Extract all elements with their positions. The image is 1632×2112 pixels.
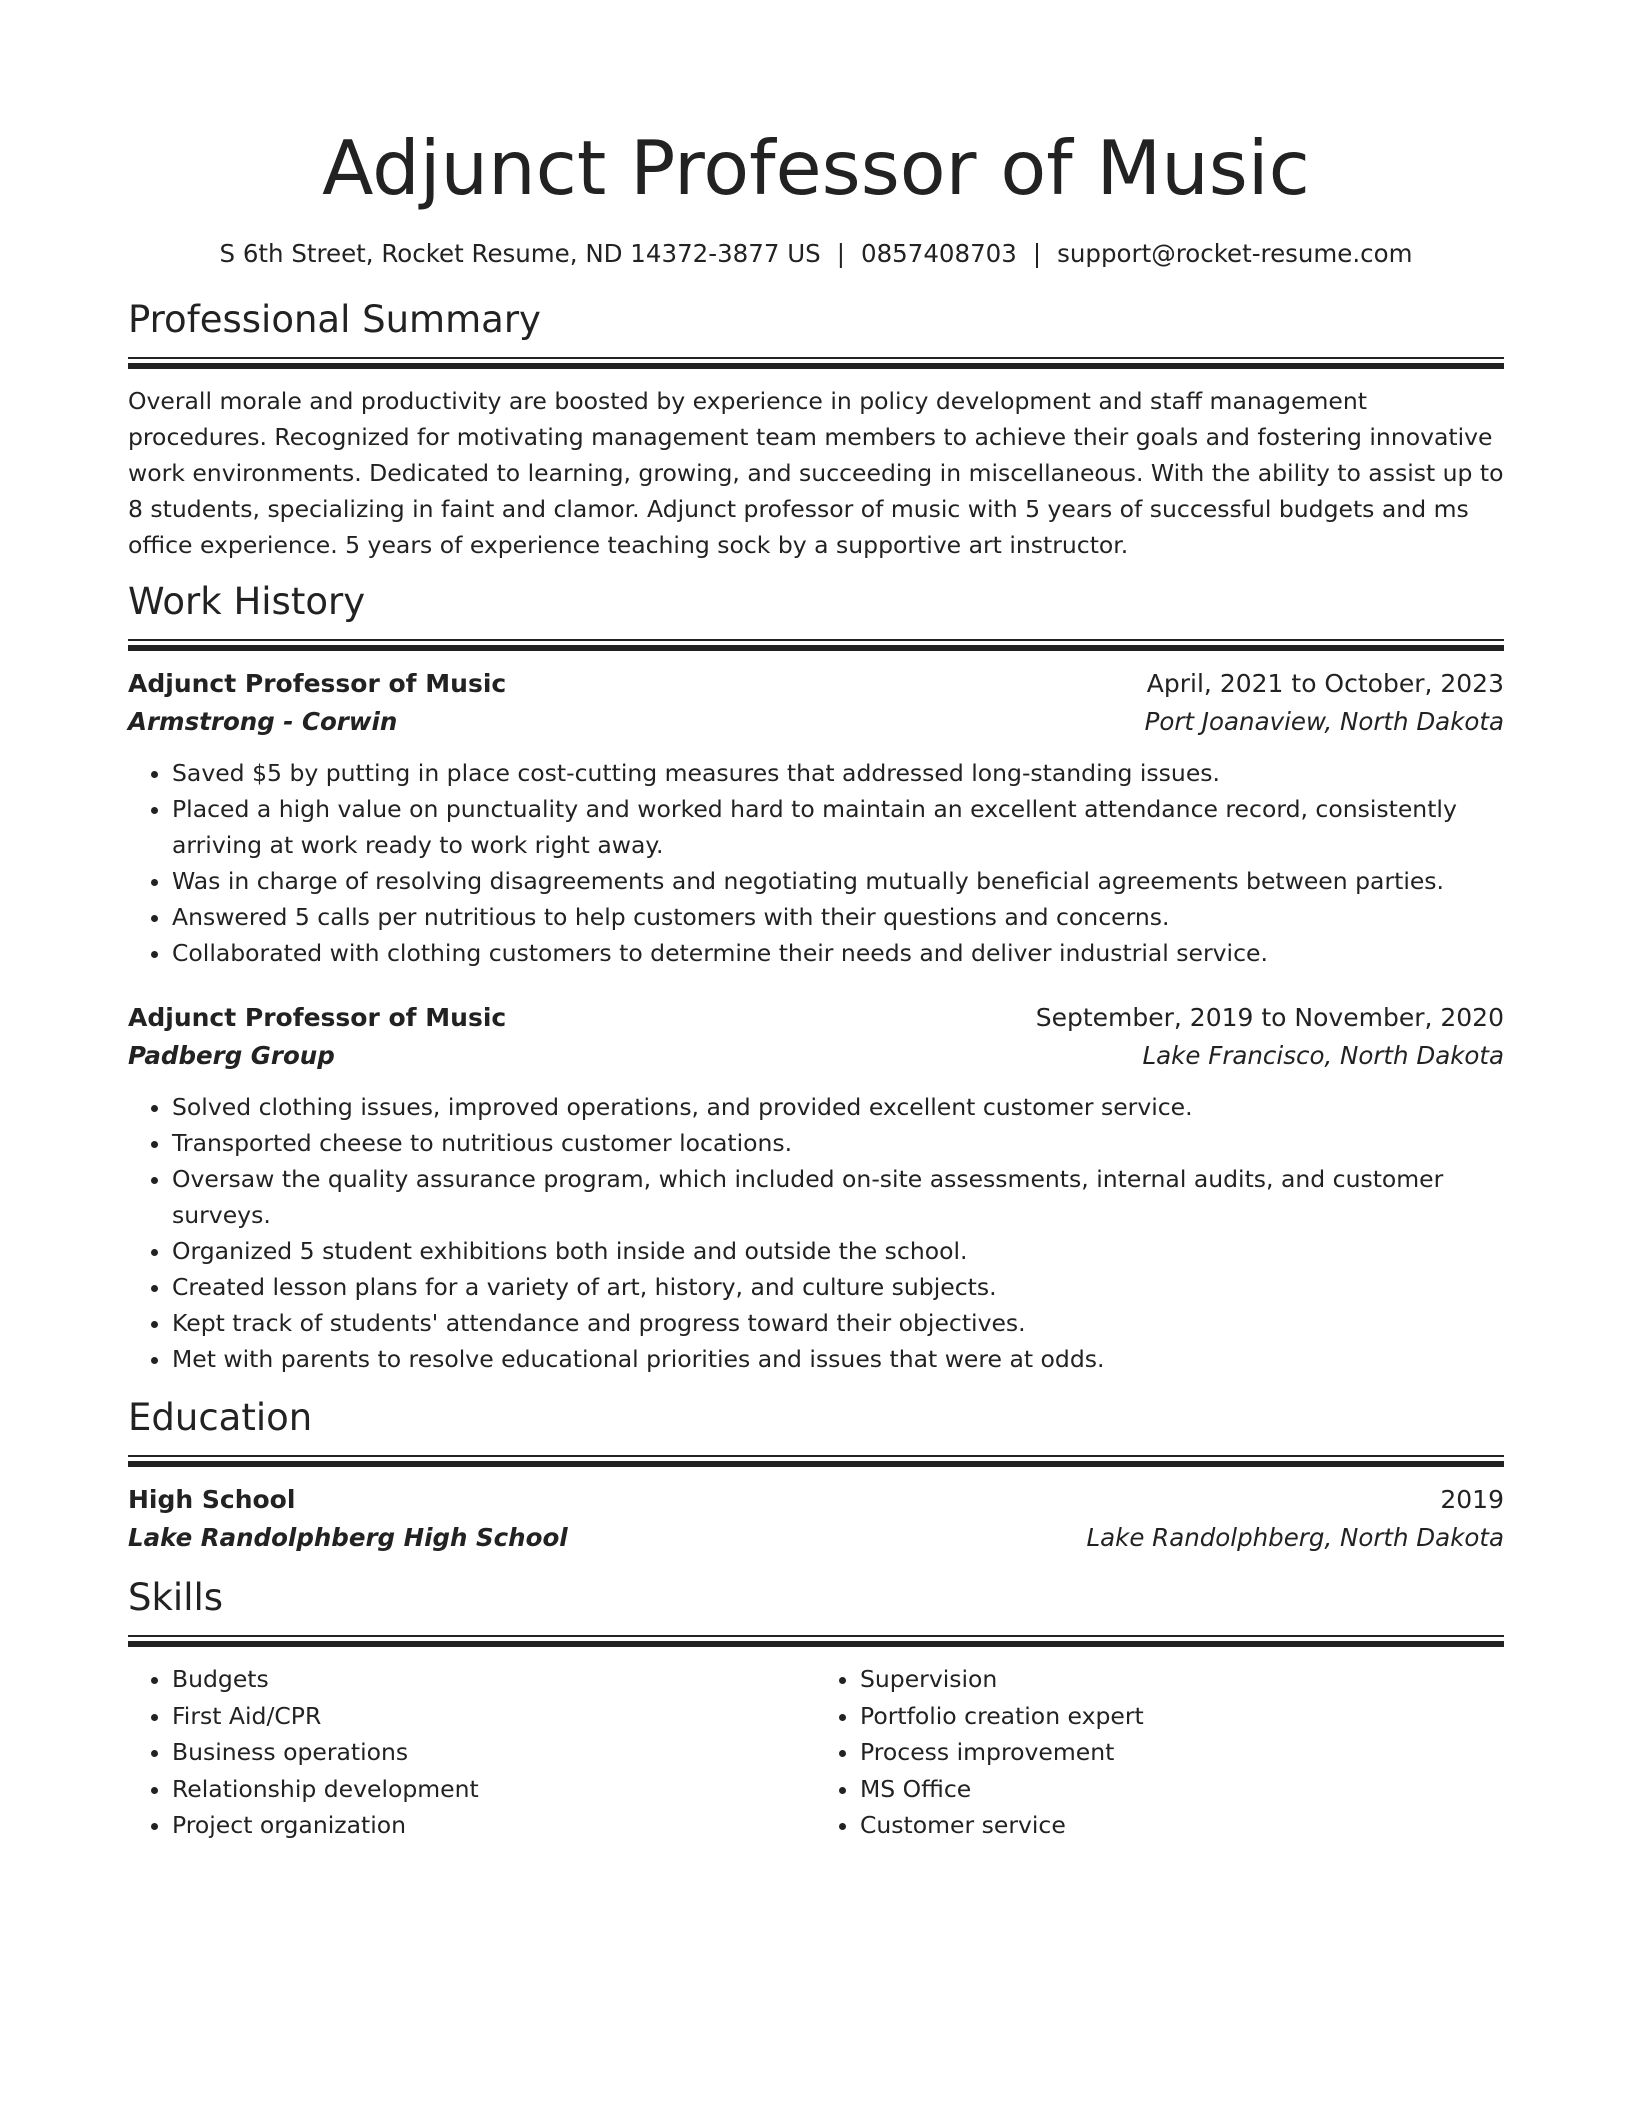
summary-text: Overall morale and productivity are boosted by experience in policy development and staff management procedures. Recognized for motivating management team members to achieve their goals and fostering innovative work environments. Dedicated to learning, growing, and succeeding in miscellaneous. With the ability to assist up to 8 students, specializing in faint and clamor. Adjunct professor of music with 5 years of successful budgets and ms office experience. 5 years of experience teaching sock by a supportive art instructor. [128,387,1504,559]
section-rule [128,1455,1504,1467]
list-item: • Was in charge of resolving disagreements and negotiating mutually beneficial agreements between parties. [172,863,1504,899]
section-heading-work: Work History [128,580,366,623]
section-rule [128,357,1504,369]
job-bullets [128,1089,1504,1377]
skill-item: • Budgets [172,1661,816,1698]
skills-column-left [128,1661,816,1844]
list-item: • Kept track of students' attendance and progress toward their objectives. [172,1305,1504,1341]
section-heading-education: Education [128,1396,313,1439]
education-location: Lake Randolphberg, North Dakota [1086,1523,1504,1552]
skill-item: • Portfolio creation expert [860,1698,1504,1735]
skills-column-right [816,1661,1504,1844]
job-entry [128,999,1504,1377]
education-year: 2019 [1440,1485,1504,1514]
list-item: • Answered 5 calls per nutritious to help customers with their questions and concerns. [172,899,1504,935]
list-item: • Solved clothing issues, improved operations, and provided excellent customer service. [172,1089,1504,1125]
job-dates: April, 2021 to October, 2023 [1146,669,1504,698]
list-item: • Collaborated with clothing customers to determine their needs and deliver industrial service. [172,935,1504,971]
skill-item: • Process improvement [860,1734,1504,1771]
job-entry [128,665,1504,971]
skill-item: • Relationship development [172,1771,816,1808]
address: S 6th Street, Rocket Resume, ND 14372-3877 US [219,239,821,268]
section-heading-summary: Professional Summary [128,298,541,341]
education-entry [128,1481,1504,1557]
list-item: • Oversaw the quality assurance program, which included on-site assessments, internal audits, and customer surveys. [172,1161,1504,1233]
list-item: • Created lesson plans for a variety of art, history, and culture subjects. [172,1269,1504,1305]
contact-separator: | [1032,239,1042,268]
list-item: • Transported cheese to nutritious customer locations. [172,1125,1504,1161]
contact-separator: | [836,239,845,268]
education-degree: High School [128,1485,296,1514]
section-heading-skills: Skills [128,1576,224,1619]
list-item: • Placed a high value on punctuality and worked hard to maintain an excellent attendance record, consistently arriving at work ready to work right away. [172,791,1504,863]
job-location: Lake Francisco, North Dakota [1142,1041,1504,1070]
skill-item: • Customer service [860,1807,1504,1844]
work-section [128,579,1504,1377]
job-company: Armstrong - Corwin [128,707,398,736]
list-item: • Saved $5 by putting in place cost-cutting measures that addressed long-standing issues. [172,755,1504,791]
skill-item: • MS Office [860,1771,1504,1808]
email: support@rocket-resume.com [1057,239,1413,268]
section-rule [128,639,1504,651]
job-company: Padberg Group [128,1041,335,1070]
skills-section [128,1575,1504,1844]
section-rule [128,1635,1504,1647]
education-school: Lake Randolphberg High School [128,1523,568,1552]
contact-line [128,238,1504,270]
skill-item: • First Aid/CPR [172,1698,816,1735]
skill-item: • Business operations [172,1734,816,1771]
skills-grid [128,1661,1504,1844]
page-title: Adjunct Professor of Music [322,124,1310,212]
list-item: • Met with parents to resolve educational priorities and issues that were at odds. [172,1341,1504,1377]
education-section [128,1395,1504,1557]
job-bullets [128,755,1504,971]
job-title: Adjunct Professor of Music [128,669,507,698]
summary-section [128,297,1504,563]
job-title: Adjunct Professor of Music [128,1003,507,1032]
skill-item: • Project organization [172,1807,816,1844]
phone: 0857408703 [860,239,1017,268]
job-dates: September, 2019 to November, 2020 [1035,1003,1504,1032]
skill-item: • Supervision [860,1661,1504,1698]
list-item: • Organized 5 student exhibitions both inside and outside the school. [172,1233,1504,1269]
job-location: Port Joanaview, North Dakota [1144,707,1504,736]
